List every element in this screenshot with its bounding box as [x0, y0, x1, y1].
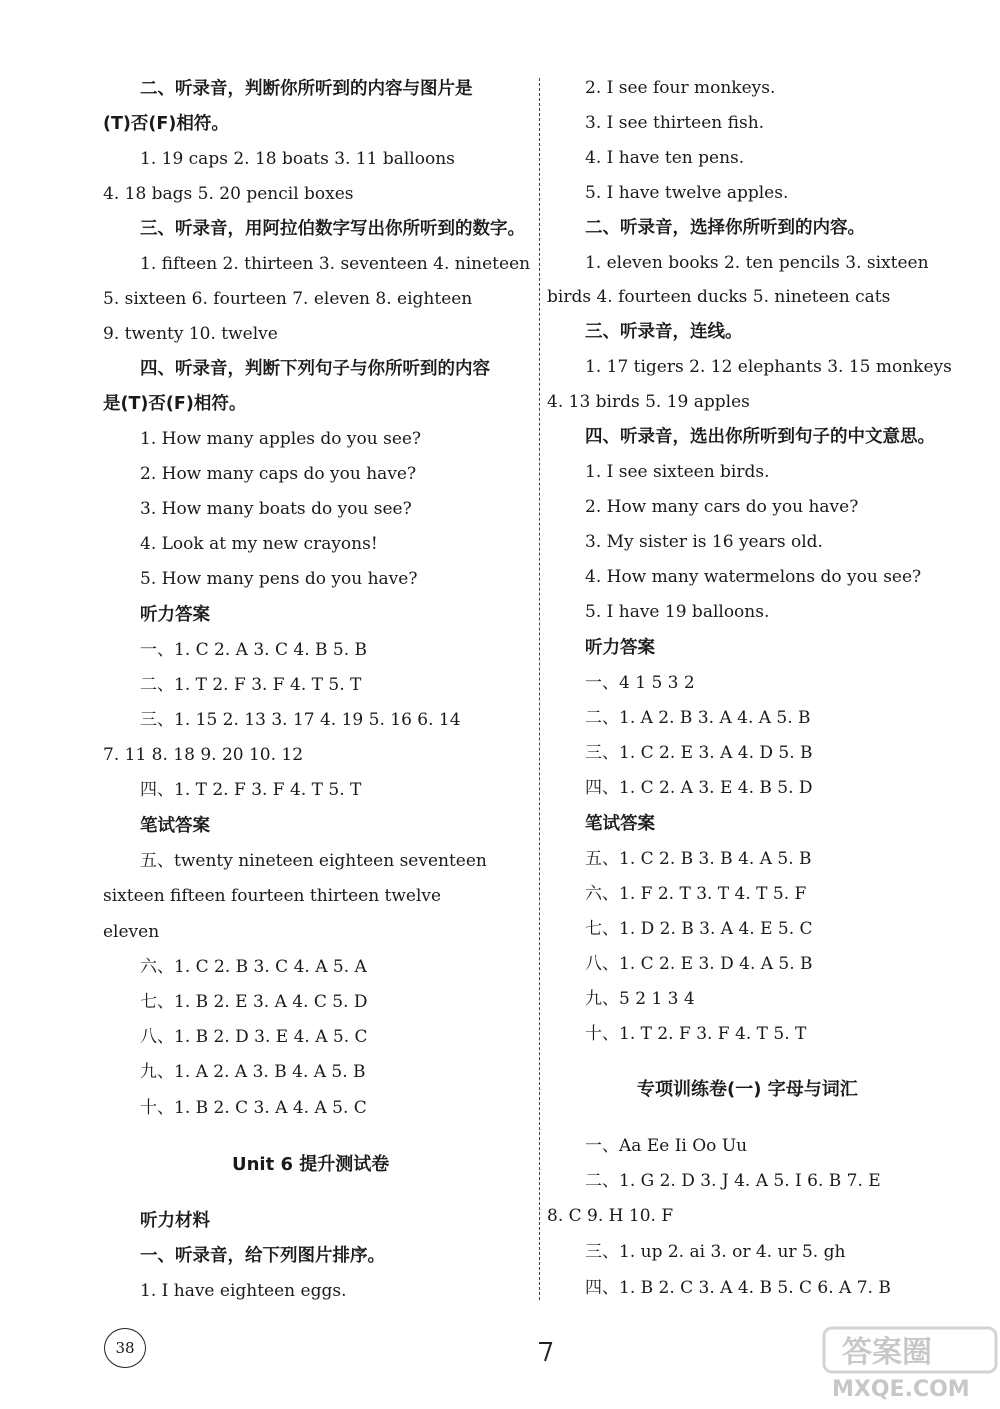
- right-text-line: 4. 13 birds 5. 19 apples: [547, 392, 750, 412]
- left-text-line: 1. fifteen 2. thirteen 3. seventeen 4. nineteen: [140, 254, 531, 274]
- right-text-line: 四、听录音，选出你所听到句子的中文意思。: [585, 427, 935, 447]
- right-text-line: 九、5 2 1 3 4: [585, 989, 695, 1009]
- watermark-title: 答案圈: [842, 1335, 932, 1370]
- right-text-line: 笔试答案: [585, 814, 655, 834]
- left-text-line: Unit 6 提升测试卷: [232, 1154, 390, 1175]
- left-text-line: 5. sixteen 6. fourteen 7. eleven 8. eighteen: [103, 289, 473, 309]
- right-text-line: 四、1. B 2. C 3. A 4. B 5. C 6. A 7. B: [585, 1278, 891, 1298]
- left-text-line: 4. 18 bags 5. 20 pencil boxes: [103, 184, 354, 204]
- right-text-line: birds 4. fourteen ducks 5. nineteen cats: [547, 287, 891, 307]
- right-text-line: 二、1. A 2. B 3. A 4. A 5. B: [585, 708, 811, 728]
- right-text-line: 1. 17 tigers 2. 12 elephants 3. 15 monkeys: [585, 357, 952, 377]
- left-text-line: 七、1. B 2. E 3. A 4. C 5. D: [140, 992, 368, 1012]
- left-text-line: 3. How many boats do you see?: [140, 499, 412, 519]
- left-text-line: 1. 19 caps 2. 18 boats 3. 11 balloons: [140, 149, 455, 169]
- left-text-line: 一、1. C 2. A 3. C 4. B 5. B: [140, 640, 368, 660]
- column-divider: [539, 78, 540, 1300]
- left-text-line: 十、1. B 2. C 3. A 4. A 5. C: [140, 1098, 367, 1118]
- left-text-line: sixteen fifteen fourteen thirteen twelve: [103, 886, 442, 906]
- right-text-line: 4. I have ten pens.: [585, 148, 745, 168]
- left-text-line: 三、1. 15 2. 13 3. 17 4. 19 5. 16 6. 14: [140, 710, 461, 730]
- left-text-line: 四、听录音，判断下列句子与你所听到的内容: [140, 359, 490, 379]
- left-text-line: 九、1. A 2. A 3. B 4. A 5. B: [140, 1062, 366, 1082]
- right-text-line: 2. I see four monkeys.: [585, 78, 776, 98]
- left-text-line: 4. Look at my new crayons!: [140, 534, 378, 554]
- right-text-line: 七、1. D 2. B 3. A 4. E 5. C: [585, 919, 813, 939]
- right-text-line: 八、1. C 2. E 3. D 4. A 5. B: [585, 954, 813, 974]
- left-text-line: (T)否(F)相符。: [103, 114, 229, 134]
- left-text-line: 三、听录音，用阿拉伯数字写出你所听到的数字。: [140, 219, 525, 239]
- right-text-line: 5. I have twelve apples.: [585, 183, 789, 203]
- left-text-line: 听力答案: [140, 605, 210, 625]
- left-text-line: 1. How many apples do you see?: [140, 429, 422, 449]
- watermark-logo: [822, 1324, 998, 1404]
- right-text-line: 5. I have 19 balloons.: [585, 602, 770, 622]
- right-text-line: 四、1. C 2. A 3. E 4. B 5. D: [585, 778, 813, 798]
- left-text-line: 五、twenty nineteen eighteen seventeen: [140, 851, 487, 871]
- right-text-line: 三、1. C 2. E 3. A 4. D 5. B: [585, 743, 813, 763]
- left-text-line: eleven: [103, 922, 160, 942]
- right-text-line: 一、4 1 5 3 2: [585, 673, 695, 693]
- left-text-line: 二、1. T 2. F 3. F 4. T 5. T: [140, 675, 362, 695]
- right-text-line: 三、1. up 2. ai 3. or 4. ur 5. gh: [585, 1242, 846, 1262]
- page-number: 38: [104, 1328, 146, 1368]
- right-text-line: 2. How many cars do you have?: [585, 497, 859, 517]
- right-text-line: 十、1. T 2. F 3. F 4. T 5. T: [585, 1024, 807, 1044]
- left-text-line: 一、听录音，给下列图片排序。: [140, 1246, 385, 1266]
- right-text-line: 3. My sister is 16 years old.: [585, 532, 823, 552]
- right-text-line: 一、Aa Ee Ii Oo Uu: [585, 1136, 748, 1156]
- left-text-line: 二、听录音，判断你所听到的内容与图片是: [140, 79, 473, 99]
- footer-glyph-icon: [536, 1337, 556, 1363]
- right-text-line: 8. C 9. H 10. F: [547, 1206, 674, 1226]
- right-text-line: 二、听录音，选择你所听到的内容。: [585, 218, 865, 238]
- left-text-line: 5. How many pens do you have?: [140, 569, 418, 589]
- right-text-line: 专项训练卷(一) 字母与词汇: [637, 1079, 858, 1100]
- watermark-url: MXQE.COM: [832, 1377, 970, 1402]
- left-text-line: 9. twenty 10. twelve: [103, 324, 278, 344]
- left-text-line: 四、1. T 2. F 3. F 4. T 5. T: [140, 780, 362, 800]
- left-text-line: 7. 11 8. 18 9. 20 10. 12: [103, 745, 304, 765]
- right-text-line: 1. I see sixteen birds.: [585, 462, 770, 482]
- right-text-line: 4. How many watermelons do you see?: [585, 567, 922, 587]
- right-text-line: 六、1. F 2. T 3. T 4. T 5. F: [585, 884, 807, 904]
- right-text-line: 五、1. C 2. B 3. B 4. A 5. B: [585, 849, 812, 869]
- left-text-line: 1. I have eighteen eggs.: [140, 1281, 347, 1301]
- left-text-line: 八、1. B 2. D 3. E 4. A 5. C: [140, 1027, 368, 1047]
- left-text-line: 笔试答案: [140, 816, 210, 836]
- left-text-line: 六、1. C 2. B 3. C 4. A 5. A: [140, 957, 367, 977]
- left-text-line: 2. How many caps do you have?: [140, 464, 417, 484]
- right-text-line: 1. eleven books 2. ten pencils 3. sixteen: [585, 253, 929, 273]
- right-text-line: 听力答案: [585, 638, 655, 658]
- right-text-line: 三、听录音，连线。: [585, 322, 743, 342]
- left-text-line: 是(T)否(F)相符。: [103, 394, 247, 414]
- right-text-line: 二、1. G 2. D 3. J 4. A 5. I 6. B 7. E: [585, 1171, 881, 1191]
- right-text-line: 3. I see thirteen fish.: [585, 113, 765, 133]
- footer-mark: [536, 1337, 556, 1369]
- left-text-line: 听力材料: [140, 1211, 210, 1231]
